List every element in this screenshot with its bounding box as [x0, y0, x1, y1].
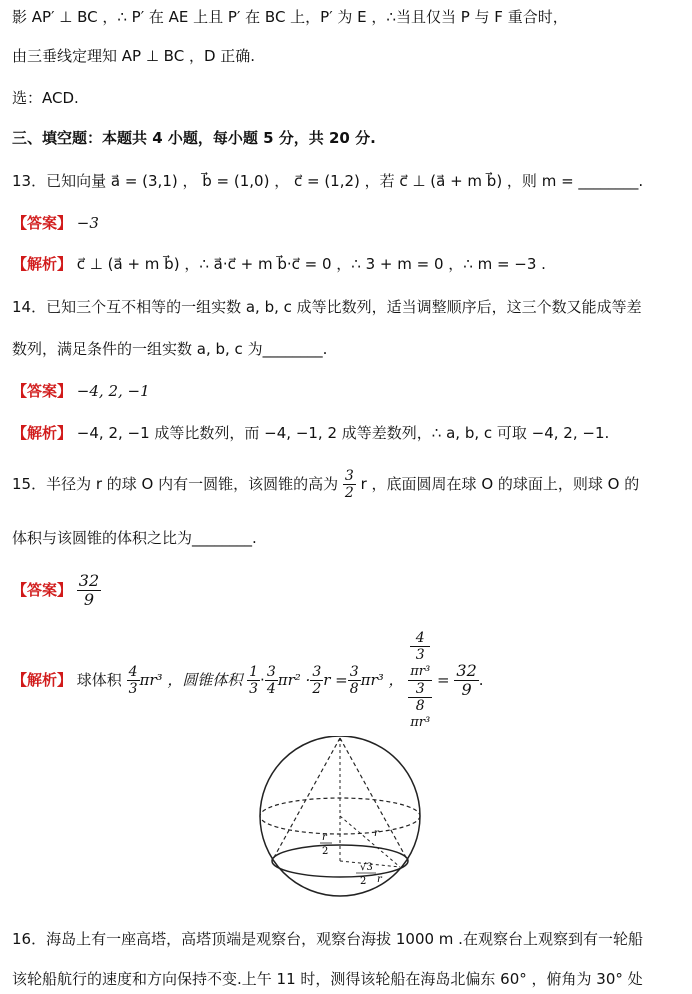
- answer-fraction: [77, 572, 101, 609]
- numerator: 3: [344, 468, 354, 484]
- numerator: 4: [410, 630, 430, 647]
- solution-13: [12, 253, 684, 275]
- denominator: 2: [344, 485, 354, 501]
- solution-text: r =: [323, 671, 348, 689]
- question-14-line-1: 14．已知三个互不相等的一组实数 a, b, c 成等比数列，适当调整顺序后，这三个数又能成等差: [12, 298, 642, 316]
- denominator: 9: [461, 680, 472, 699]
- label-half-den: 2: [322, 846, 329, 857]
- question-text: r ，底面圆周在球 O 的球面上，则球 O 的: [360, 475, 640, 493]
- question-text: 15．半径为 r 的球 O 内有一圆锥，该圆锥的高为: [12, 475, 339, 493]
- solution-text: πr³ ，: [360, 671, 404, 689]
- pi-r-cubed: πr³: [410, 715, 431, 730]
- solution-14: [12, 422, 684, 444]
- numerator: 32: [78, 571, 100, 590]
- numerator: 3: [266, 664, 276, 680]
- result-fraction: [454, 662, 478, 699]
- numerator: 3: [312, 664, 322, 680]
- answer-13: [12, 212, 684, 234]
- fraction: [348, 664, 361, 697]
- numerator: 3: [349, 664, 359, 680]
- question-15-line-2: 体积与该圆锥的体积之比为________.: [12, 529, 257, 547]
- numerator: 32: [456, 661, 477, 680]
- compound-denominator: [408, 681, 432, 731]
- label-sqrt-r: r: [377, 874, 382, 885]
- denominator: 3: [249, 681, 259, 697]
- equals-sign: =: [437, 671, 450, 689]
- denominator: 3: [128, 681, 138, 697]
- denominator: 4: [266, 681, 276, 697]
- label-sqrt-den: 2: [360, 876, 367, 887]
- sphere-cone-figure: [250, 736, 430, 904]
- denominator: 3: [415, 647, 425, 663]
- numerator: 4: [128, 664, 138, 680]
- compound-numerator: [408, 630, 432, 681]
- solution-text: −4, 2, −1 成等比数列，而 −4, −1, 2 成等差数列，∴ a, b, c 可取 −4, 2, −1.: [76, 424, 610, 442]
- label-half-num: r: [322, 832, 327, 843]
- pi-r-cubed: πr³: [410, 664, 431, 679]
- solution-tag: 【解析】: [12, 671, 73, 689]
- answer-15: [12, 570, 684, 610]
- denominator: 2: [312, 681, 322, 697]
- solution-text: c⃗ ⊥ (a⃗ + m b⃗) ，∴ a⃗·c⃗ + m b⃗·c⃗ = 0 ，∴ 3 + m = 0 ，∴ m = −3 .: [76, 255, 546, 273]
- cone-left-edge: [272, 738, 340, 861]
- text-answer-choice: 选：ACD.: [12, 89, 79, 107]
- period: .: [478, 671, 484, 689]
- numerator: 3: [408, 681, 432, 698]
- answer-tag: 【答案】: [12, 214, 73, 232]
- label-r-top: r: [374, 828, 379, 839]
- solution-text: πr² ·: [277, 671, 311, 689]
- fraction: [343, 468, 356, 501]
- label-sqrt: √3: [360, 862, 373, 873]
- fraction: [265, 664, 278, 697]
- question-16-line-1: 16．海岛上有一座高塔，高塔顶端是观察台，观察台海拔 1000 m .在观察台上观察到有一轮船: [12, 930, 643, 948]
- answer-14: [12, 380, 684, 402]
- compound-fraction: [408, 630, 432, 731]
- denominator: 8: [349, 681, 359, 697]
- denominator: 9: [83, 590, 95, 609]
- question-14-line-2: 数列，满足条件的一组实数 a, b, c 为________.: [12, 340, 328, 358]
- text-line-2: 由三垂线定理知 AP ⊥ BC ，D 正确.: [12, 47, 256, 65]
- question-15-line-1: [12, 466, 684, 502]
- denominator: 8: [415, 698, 425, 714]
- fraction: [410, 630, 430, 663]
- solution-text: πr³ ，圆锥体积: [139, 671, 243, 689]
- question-16-line-2: 该轮船航行的速度和方向保持不变.上午 11 时，测得该轮船在海岛北偏东 60° ，俯角为 30° 处: [12, 970, 643, 988]
- cone-right-edge: [340, 738, 408, 861]
- answer-value: −4, 2, −1: [76, 382, 150, 400]
- text-line-1: 影 AP′ ⊥ BC ，∴ P′ 在 AE 上且 P′ 在 BC 上，P′ 为 E ，∴当且仅当 P 与 F 重合时，: [12, 8, 568, 26]
- answer-tag: 【答案】: [12, 581, 73, 599]
- answer-tag: 【答案】: [12, 382, 73, 400]
- solution-15: [12, 630, 684, 731]
- fraction: [247, 664, 260, 697]
- fraction: [310, 664, 323, 697]
- fraction: [127, 664, 140, 697]
- question-13: 13．已知向量 a⃗ = (3,1) ， b⃗ = (1,0) ， c⃗ = (1,2) ，若 c⃗ ⊥ (a⃗ + m b⃗) ，则 m = ________.: [12, 172, 644, 190]
- dot-operator: ·: [260, 671, 265, 689]
- fraction: [408, 681, 432, 714]
- section-heading: 三、填空题：本题共 4 小题，每小题 5 分，共 20 分.: [12, 129, 376, 147]
- solution-tag: 【解析】: [12, 255, 73, 273]
- radius-line: [340, 816, 400, 867]
- solution-tag: 【解析】: [12, 424, 73, 442]
- solution-text: 球体积: [76, 671, 122, 689]
- answer-value: −3: [76, 214, 99, 232]
- numerator: 1: [249, 664, 259, 680]
